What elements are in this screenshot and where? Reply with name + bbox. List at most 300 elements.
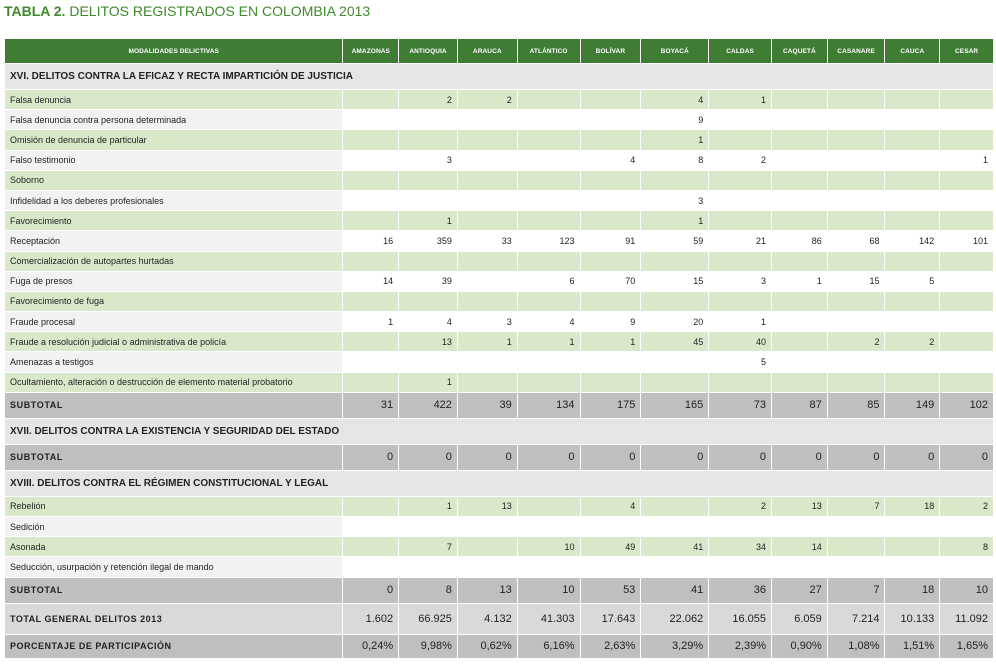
cell-value: 5	[709, 352, 772, 372]
cell-value: 1.602	[343, 603, 399, 634]
cell-value	[580, 110, 641, 130]
cell-value: 5	[885, 271, 940, 291]
cell-value	[641, 251, 709, 271]
cell-value	[517, 496, 580, 516]
cell-value	[580, 190, 641, 210]
cell-value: 91	[580, 231, 641, 251]
cell-value	[709, 170, 772, 190]
cell-value	[641, 557, 709, 577]
table-row	[5, 291, 994, 311]
cell-value	[517, 557, 580, 577]
cell-value: 31	[343, 392, 399, 418]
cell-value	[709, 291, 772, 311]
cell-value	[517, 517, 580, 537]
cell-value	[827, 150, 885, 170]
cell-value: 16.055	[709, 603, 772, 634]
row-label: Falsa denuncia	[5, 90, 343, 110]
cell-value	[940, 211, 994, 231]
cell-value	[885, 170, 940, 190]
row-label: Favorecimiento de fuga	[5, 291, 343, 311]
cell-value: 4	[641, 90, 709, 110]
cell-value: 68	[827, 231, 885, 251]
cell-value: 86	[772, 231, 828, 251]
row-label: Comercialización de autopartes hurtadas	[5, 251, 343, 271]
cell-value	[827, 517, 885, 537]
table-row	[5, 130, 994, 150]
cell-value: 2	[457, 90, 517, 110]
table-row	[5, 170, 994, 190]
cell-value	[827, 130, 885, 150]
cell-value	[709, 211, 772, 231]
cell-value: 6.059	[772, 603, 828, 634]
table-row	[5, 271, 994, 291]
table-row	[5, 332, 994, 352]
cell-value: 1,65%	[940, 634, 994, 658]
cell-value	[517, 170, 580, 190]
cell-value: 123	[517, 231, 580, 251]
cell-value	[885, 372, 940, 392]
cell-value: 39	[457, 392, 517, 418]
cell-value: 7	[399, 537, 458, 557]
cell-value	[343, 517, 399, 537]
cell-value: 59	[641, 231, 709, 251]
cell-value: 0	[343, 444, 399, 470]
cell-value	[517, 352, 580, 372]
column-header-4: ATLÁNTICO	[517, 39, 580, 64]
cell-value: 2,39%	[709, 634, 772, 658]
cell-value	[772, 170, 828, 190]
row-label: Amenazas a testigos	[5, 352, 343, 372]
cell-value	[343, 130, 399, 150]
row-label: SUBTOTAL	[5, 392, 343, 418]
cell-value: 0	[457, 444, 517, 470]
cell-value: 1,08%	[827, 634, 885, 658]
cell-value	[885, 537, 940, 557]
cell-value: 1	[457, 332, 517, 352]
cell-value: 27	[772, 577, 828, 603]
cell-value	[827, 211, 885, 231]
cell-value	[580, 557, 641, 577]
cell-value	[709, 372, 772, 392]
cell-value: 2	[940, 496, 994, 516]
cell-value	[827, 537, 885, 557]
cell-value: 13	[457, 496, 517, 516]
cell-value: 1	[580, 332, 641, 352]
cell-value: 39	[399, 271, 458, 291]
cell-value: 4.132	[457, 603, 517, 634]
cell-value: 3	[457, 312, 517, 332]
cell-value: 0	[343, 577, 399, 603]
cell-value	[827, 190, 885, 210]
cell-value	[772, 150, 828, 170]
cell-value	[827, 557, 885, 577]
cell-value	[885, 190, 940, 210]
cell-value	[457, 517, 517, 537]
cell-value: 87	[772, 392, 828, 418]
cell-value	[457, 537, 517, 557]
table-row	[5, 110, 994, 130]
cell-value: 142	[885, 231, 940, 251]
cell-value: 2,63%	[580, 634, 641, 658]
cell-value	[517, 150, 580, 170]
table-title-prefix: TABLA 2.	[4, 3, 66, 19]
row-label: SUBTOTAL	[5, 577, 343, 603]
cell-value	[343, 496, 399, 516]
cell-value	[457, 251, 517, 271]
cell-value: 1,51%	[885, 634, 940, 658]
cell-value	[940, 251, 994, 271]
cell-value: 40	[709, 332, 772, 352]
section-header-row	[5, 418, 994, 444]
cell-value: 18	[885, 496, 940, 516]
cell-value	[827, 170, 885, 190]
cell-value	[940, 170, 994, 190]
cell-value: 8	[641, 150, 709, 170]
column-header-9: CASANARE	[827, 39, 885, 64]
cell-value: 21	[709, 231, 772, 251]
cell-value	[343, 211, 399, 231]
cell-value: 18	[885, 577, 940, 603]
row-label: Fuga de presos	[5, 271, 343, 291]
cell-value: 6	[517, 271, 580, 291]
table-row	[5, 90, 994, 110]
cell-value	[517, 211, 580, 231]
crimes-table	[4, 38, 994, 659]
cell-value	[885, 110, 940, 130]
cell-value	[343, 557, 399, 577]
cell-value	[940, 332, 994, 352]
cell-value	[772, 291, 828, 311]
cell-value	[940, 312, 994, 332]
cell-value	[827, 372, 885, 392]
cell-value: 2	[885, 332, 940, 352]
cell-value	[399, 190, 458, 210]
table-row	[5, 312, 994, 332]
cell-value: 41	[641, 537, 709, 557]
column-header-7: CALDAS	[709, 39, 772, 64]
cell-value: 3	[709, 271, 772, 291]
cell-value	[399, 517, 458, 537]
cell-value	[580, 352, 641, 372]
cell-value	[885, 312, 940, 332]
cell-value: 9,98%	[399, 634, 458, 658]
row-label: Asonada	[5, 537, 343, 557]
cell-value: 34	[709, 537, 772, 557]
cell-value: 3	[641, 190, 709, 210]
cell-value	[399, 557, 458, 577]
cell-value	[343, 150, 399, 170]
cell-value: 66.925	[399, 603, 458, 634]
cell-value	[399, 130, 458, 150]
cell-value: 53	[580, 577, 641, 603]
cell-value: 13	[772, 496, 828, 516]
cell-value	[885, 211, 940, 231]
cell-value: 7	[827, 496, 885, 516]
row-label: Falsa denuncia contra persona determinada	[5, 110, 343, 130]
cell-value: 4	[580, 496, 641, 516]
cell-value	[641, 291, 709, 311]
cell-value	[827, 312, 885, 332]
cell-value	[885, 251, 940, 271]
cell-value: 3	[399, 150, 458, 170]
cell-value	[343, 332, 399, 352]
cell-value: 41.303	[517, 603, 580, 634]
column-header-10: CAUCA	[885, 39, 940, 64]
cell-value	[343, 291, 399, 311]
cell-value: 10	[940, 577, 994, 603]
cell-value	[517, 291, 580, 311]
cell-value: 0	[885, 444, 940, 470]
cell-value: 14	[772, 537, 828, 557]
cell-value: 49	[580, 537, 641, 557]
cell-value: 1	[772, 271, 828, 291]
row-label: Sedición	[5, 517, 343, 537]
table-row	[5, 211, 994, 231]
cell-value	[343, 537, 399, 557]
cell-value	[580, 372, 641, 392]
column-header-2: ANTIOQUIA	[399, 39, 458, 64]
row-label: PORCENTAJE DE PARTICIPACIÓN	[5, 634, 343, 658]
cell-value	[517, 90, 580, 110]
cell-value: 0,62%	[457, 634, 517, 658]
column-header-3: ARAUCA	[457, 39, 517, 64]
cell-value: 15	[827, 271, 885, 291]
cell-value: 14	[343, 271, 399, 291]
cell-value	[343, 170, 399, 190]
cell-value	[885, 291, 940, 311]
cell-value: 1	[399, 211, 458, 231]
cell-value	[580, 130, 641, 150]
cell-value: 0	[772, 444, 828, 470]
cell-value: 13	[399, 332, 458, 352]
cell-value: 13	[457, 577, 517, 603]
section-header-row	[5, 64, 994, 90]
pct-row	[5, 634, 994, 658]
cell-value: 101	[940, 231, 994, 251]
cell-value: 1	[940, 150, 994, 170]
cell-value	[772, 312, 828, 332]
cell-value	[641, 372, 709, 392]
cell-value: 9	[641, 110, 709, 130]
cell-value	[399, 110, 458, 130]
row-label: Omisión de denuncia de particular	[5, 130, 343, 150]
cell-value	[709, 110, 772, 130]
cell-value	[343, 251, 399, 271]
cell-value	[517, 110, 580, 130]
cell-value: 7.214	[827, 603, 885, 634]
cell-value	[517, 251, 580, 271]
section-title: XVI. DELITOS CONTRA LA EFICAZ Y RECTA IMPARTICIÓN DE JUSTICIA	[5, 64, 994, 90]
cell-value: 1	[517, 332, 580, 352]
row-label: Favorecimiento	[5, 211, 343, 231]
column-header-8: CAQUETÁ	[772, 39, 828, 64]
cell-value	[885, 150, 940, 170]
cell-value	[885, 557, 940, 577]
cell-value	[399, 170, 458, 190]
cell-value	[772, 110, 828, 130]
cell-value	[517, 130, 580, 150]
cell-value: 0	[940, 444, 994, 470]
cell-value: 7	[827, 577, 885, 603]
cell-value: 16	[343, 231, 399, 251]
cell-value	[940, 352, 994, 372]
cell-value: 11.092	[940, 603, 994, 634]
cell-value: 1	[641, 130, 709, 150]
cell-value: 6,16%	[517, 634, 580, 658]
cell-value	[885, 90, 940, 110]
column-header-5: BOLÍVAR	[580, 39, 641, 64]
cell-value: 4	[517, 312, 580, 332]
cell-value	[772, 130, 828, 150]
cell-value	[772, 557, 828, 577]
cell-value: 10	[517, 577, 580, 603]
cell-value	[517, 372, 580, 392]
cell-value	[940, 190, 994, 210]
cell-value	[885, 517, 940, 537]
cell-value: 422	[399, 392, 458, 418]
cell-value	[827, 90, 885, 110]
row-label: Fraude a resolución judicial o administrativa de policía	[5, 332, 343, 352]
table-row	[5, 496, 994, 516]
cell-value	[580, 291, 641, 311]
column-header-6: BOYACÁ	[641, 39, 709, 64]
row-label: Soborno	[5, 170, 343, 190]
cell-value	[343, 110, 399, 130]
row-label: Infidelidad a los deberes profesionales	[5, 190, 343, 210]
row-label: Falso testimonio	[5, 150, 343, 170]
cell-value: 102	[940, 392, 994, 418]
cell-value	[343, 90, 399, 110]
cell-value	[641, 517, 709, 537]
cell-value	[457, 150, 517, 170]
section-title: XVII. DELITOS CONTRA LA EXISTENCIA Y SEGURIDAD DEL ESTADO	[5, 418, 994, 444]
cell-value: 1	[709, 312, 772, 332]
cell-value: 20	[641, 312, 709, 332]
cell-value	[457, 271, 517, 291]
cell-value	[399, 291, 458, 311]
row-label: Rebelión	[5, 496, 343, 516]
cell-value: 0,90%	[772, 634, 828, 658]
cell-value	[827, 110, 885, 130]
cell-value	[940, 271, 994, 291]
cell-value	[772, 372, 828, 392]
cell-value	[580, 170, 641, 190]
cell-value: 359	[399, 231, 458, 251]
cell-value	[772, 517, 828, 537]
table-header-row	[5, 39, 994, 64]
cell-value	[580, 90, 641, 110]
cell-value: 149	[885, 392, 940, 418]
cell-value	[940, 291, 994, 311]
cell-value	[517, 190, 580, 210]
cell-value: 2	[709, 496, 772, 516]
cell-value: 2	[399, 90, 458, 110]
cell-value	[641, 170, 709, 190]
cell-value: 1	[641, 211, 709, 231]
row-label: Fraude procesal	[5, 312, 343, 332]
cell-value: 73	[709, 392, 772, 418]
cell-value: 1	[343, 312, 399, 332]
cell-value: 41	[641, 577, 709, 603]
cell-value: 1	[709, 90, 772, 110]
subtotal-row	[5, 392, 994, 418]
cell-value: 0	[517, 444, 580, 470]
cell-value	[709, 190, 772, 210]
cell-value: 8	[940, 537, 994, 557]
column-header-1: AMAZONAS	[343, 39, 399, 64]
cell-value	[457, 557, 517, 577]
cell-value	[641, 496, 709, 516]
table-row	[5, 557, 994, 577]
cell-value	[940, 372, 994, 392]
table-row	[5, 150, 994, 170]
subtotal-row	[5, 444, 994, 470]
cell-value	[457, 352, 517, 372]
cell-value	[885, 352, 940, 372]
cell-value: 0	[641, 444, 709, 470]
row-label: TOTAL GENERAL DELITOS 2013	[5, 603, 343, 634]
cell-value	[940, 130, 994, 150]
table-row	[5, 231, 994, 251]
cell-value: 1	[399, 496, 458, 516]
cell-value	[827, 291, 885, 311]
subtotal-row	[5, 577, 994, 603]
table-row	[5, 372, 994, 392]
row-label: Seducción, usurpación y retención ilegal de mando	[5, 557, 343, 577]
cell-value: 4	[399, 312, 458, 332]
cell-value: 70	[580, 271, 641, 291]
cell-value	[457, 110, 517, 130]
cell-value: 0	[709, 444, 772, 470]
cell-value: 10.133	[885, 603, 940, 634]
table-title-text: DELITOS REGISTRADOS EN COLOMBIA 2013	[69, 3, 371, 19]
table-title	[4, 3, 370, 21]
table-row	[5, 251, 994, 271]
cell-value	[772, 190, 828, 210]
cell-value	[457, 170, 517, 190]
cell-value	[827, 251, 885, 271]
cell-value: 2	[709, 150, 772, 170]
cell-value	[457, 190, 517, 210]
cell-value	[457, 372, 517, 392]
cell-value	[343, 352, 399, 372]
cell-value: 85	[827, 392, 885, 418]
table-row	[5, 190, 994, 210]
row-label: Receptación	[5, 231, 343, 251]
cell-value: 0	[580, 444, 641, 470]
row-label: Ocultamiento, alteración o destrucción de elemento material probatorio	[5, 372, 343, 392]
cell-value: 33	[457, 231, 517, 251]
cell-value	[772, 352, 828, 372]
cell-value	[827, 352, 885, 372]
cell-value: 175	[580, 392, 641, 418]
cell-value: 4	[580, 150, 641, 170]
cell-value: 2	[827, 332, 885, 352]
cell-value: 17.643	[580, 603, 641, 634]
cell-value	[772, 211, 828, 231]
cell-value	[709, 557, 772, 577]
column-header-modalidades: MODALIDADES DELICTIVAS	[5, 39, 343, 64]
cell-value	[580, 211, 641, 231]
cell-value	[940, 557, 994, 577]
cell-value: 0	[827, 444, 885, 470]
section-title: XVIII. DELITOS CONTRA EL RÉGIMEN CONSTITUCIONAL Y LEGAL	[5, 470, 994, 496]
cell-value	[709, 517, 772, 537]
cell-value	[772, 251, 828, 271]
cell-value: 3,29%	[641, 634, 709, 658]
cell-value	[772, 332, 828, 352]
cell-value	[940, 90, 994, 110]
